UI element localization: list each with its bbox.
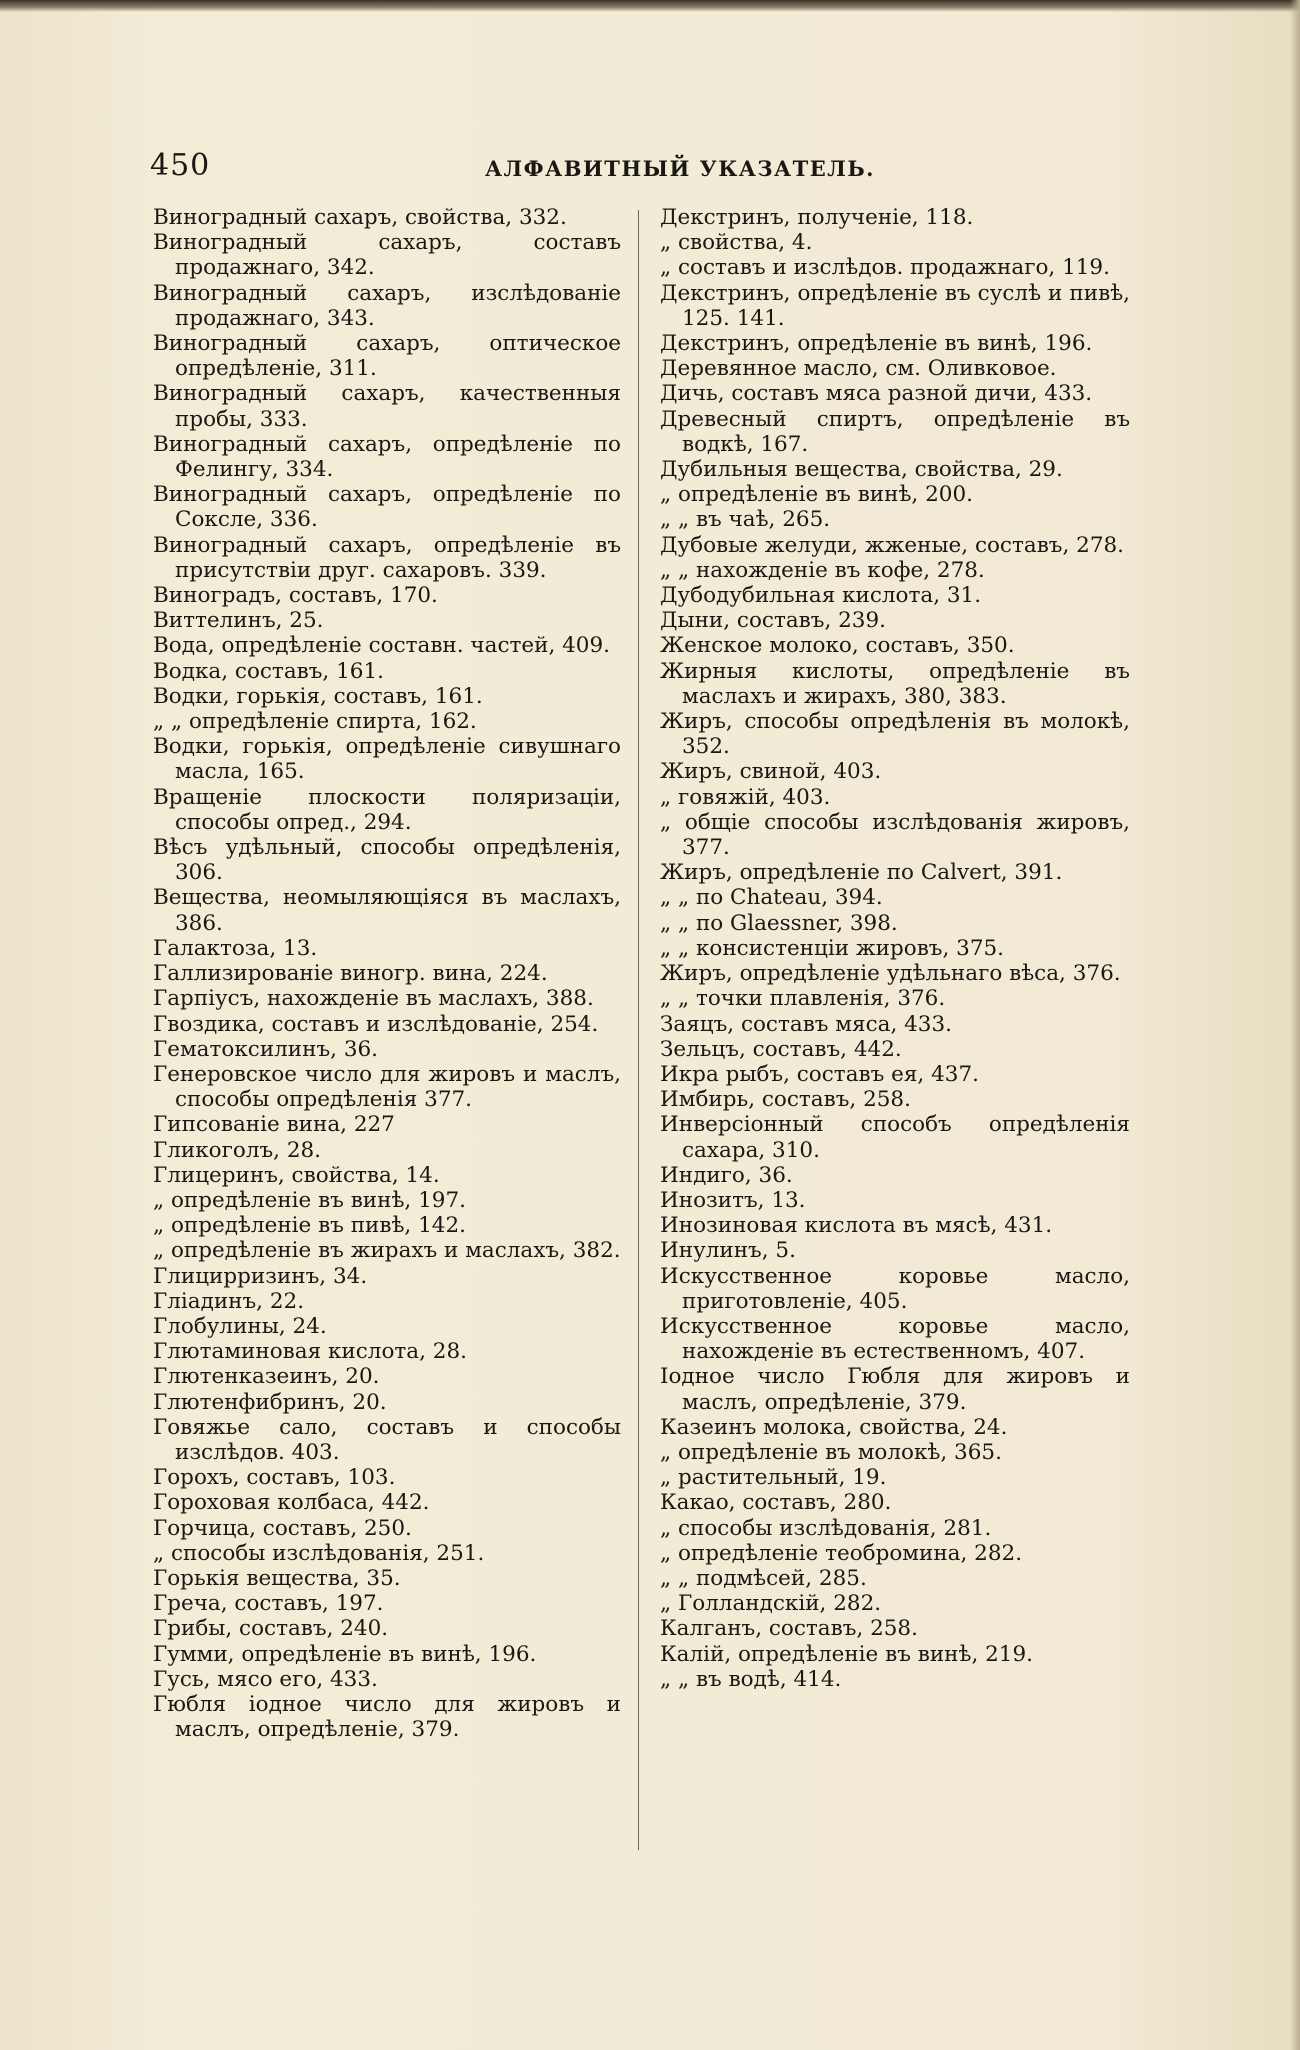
index-entry: Инверсіонный способъ опредѣленія сахара, 310. <box>660 1112 1130 1163</box>
running-title: АЛФАВИТНЫЙ УКАЗАТЕЛЬ. <box>485 156 875 181</box>
index-entry: Виноградный сахаръ, качественныя пробы, 333. <box>153 381 621 432</box>
index-entry: Гвоздика, составъ и изслѣдованіе, 254. <box>153 1011 599 1037</box>
index-entry: „ „ опредѣленіе спирта, 162. <box>153 709 477 735</box>
column-divider <box>638 210 639 1850</box>
index-entry: Виттелинъ, 25. <box>153 608 324 634</box>
index-entry: Галактоза, 13. <box>153 935 318 961</box>
index-entry: Инозитъ, 13. <box>660 1187 806 1213</box>
index-entry: Говяжье сало, составъ и способы изслѣдов. 403. <box>153 1414 621 1465</box>
index-entry: Жиръ, опредѣленіе удѣльнаго вѣса, 376. <box>660 961 1121 987</box>
index-entry: „ способы изслѣдованія, 281. <box>660 1515 992 1541</box>
index-entry: Генеровское число для жировъ и маслъ, способы опредѣленія 377. <box>153 1061 621 1113</box>
index-entry: Вещества, неомыляющіяся въ маслахъ, 386. <box>153 885 621 936</box>
index-entry: Декстринъ, полученіе, 118. <box>660 205 974 230</box>
index-entry: Гликоголъ, 28. <box>153 1137 322 1163</box>
index-entry: Глютенказеинъ, 20. <box>153 1364 380 1390</box>
index-entry: Іодное число Гюбля для жировъ и маслъ, опредѣленіе, 379. <box>660 1364 1130 1415</box>
index-entry: „ „ по Chateau, 394. <box>660 885 883 911</box>
index-entry: „ общіе способы изслѣдованія жировъ, 377. <box>660 809 1130 861</box>
index-entry: Икра рыбъ, составъ ея, 437. <box>660 1061 979 1087</box>
index-entry: Древесный спиртъ, опредѣленіе въ водкѣ, 167. <box>660 406 1130 457</box>
index-entry: Гипсованіе вина, 227 <box>153 1112 395 1138</box>
index-entry: Жирныя кислоты, опредѣленіе въ маслахъ и жирахъ, 380, 383. <box>660 658 1130 709</box>
index-entry: Гусь, мясо его, 433. <box>153 1666 378 1692</box>
index-entry: „ растительный, 19. <box>660 1465 887 1491</box>
index-entry: „ „ консистенціи жировъ, 375. <box>660 935 1005 961</box>
index-entry: „ опредѣленіе въ молокѣ, 365. <box>660 1439 1002 1465</box>
index-entry: Гюбля іодное число для жировъ и маслъ, опредѣленіе, 379. <box>153 1691 621 1743</box>
index-entry: Казеинъ молока, свойства, 24. <box>660 1414 1008 1440</box>
index-entry: Вода, опредѣленіе составн. частей, 409. <box>153 633 610 659</box>
index-entry: Виноградный сахаръ, оптическое опредѣленіе, 311. <box>153 331 621 382</box>
index-entry: „ свойства, 4. <box>660 230 813 256</box>
index-entry: Зельцъ, составъ, 442. <box>660 1036 902 1062</box>
index-entry: Жиръ, способы опредѣленія въ молокѣ, 352. <box>660 709 1130 760</box>
index-entry: „ „ подмѣсей, 285. <box>660 1565 867 1591</box>
index-entry: Водка, составъ, 161. <box>153 658 384 684</box>
index-entry: Глобулины, 24. <box>153 1313 327 1339</box>
index-entry: Жиръ, свиной, 403. <box>660 759 882 785</box>
index-entry: Греча, составъ, 197. <box>153 1591 384 1617</box>
page-header <box>150 148 1140 188</box>
index-entry: Искусственное коровье масло, приготовленіе, 405. <box>660 1263 1130 1314</box>
index-entry: Виноградный сахаръ, опредѣленіе по Фелингу, 334. <box>153 431 621 483</box>
index-entry: Горчица, составъ, 250. <box>153 1515 412 1541</box>
index-entry: Глицеринъ, свойства, 14. <box>153 1162 440 1188</box>
index-entry: Калій, опредѣленіе въ винѣ, 219. <box>660 1641 1033 1667</box>
index-entry: Инозиновая кислота въ мясѣ, 431. <box>660 1213 1053 1239</box>
index-entry: Дичь, составъ мяса разной дичи, 433. <box>660 381 1093 407</box>
index-entry: Гарпіусъ, нахожденіе въ маслахъ, 388. <box>153 986 594 1012</box>
index-entry: „ „ въ чаѣ, 265. <box>660 507 831 533</box>
index-entry: „ „ точки плавленія, 376. <box>660 986 946 1012</box>
index-entry: Женское молоко, составъ, 350. <box>660 633 1015 659</box>
index-entry: „ опредѣленіе въ пивѣ, 142. <box>153 1213 466 1239</box>
index-entry: Декстринъ, опредѣленіе въ винѣ, 196. <box>660 331 1093 357</box>
index-entry: „ говяжій, 403. <box>660 784 831 810</box>
index-entry: „ опредѣленіе въ жирахъ и маслахъ, 382. <box>153 1238 621 1264</box>
index-entry: Заяцъ, составъ мяса, 433. <box>660 1011 952 1037</box>
index-entry: Калганъ, составъ, 258. <box>660 1616 918 1642</box>
index-entry: Деревянное масло, см. Оливковое. <box>660 356 1057 382</box>
index-entry: Индиго, 36. <box>660 1162 793 1188</box>
index-entry: Гумми, опредѣленіе въ винѣ, 196. <box>153 1641 537 1667</box>
index-entry: „ Голландскій, 282. <box>660 1591 882 1617</box>
index-entry: „ опредѣленіе въ винѣ, 200. <box>660 482 973 508</box>
index-entry: Глютаминовая кислота, 28. <box>153 1339 467 1365</box>
index-entry: „ „ въ водѣ, 414. <box>660 1666 842 1692</box>
index-entry: Виноградный сахаръ, свойства, 332. <box>153 205 567 230</box>
index-entry: Виноградный сахаръ, составъ продажнаго, 342. <box>153 230 621 281</box>
index-entry: „ опредѣленіе теобромина, 282. <box>660 1540 1023 1566</box>
index-entry: „ способы изслѣдованія, 251. <box>153 1540 485 1566</box>
index-entry: Инулинъ, 5. <box>660 1238 796 1264</box>
index-entry: Жиръ, опредѣленіе по Calvert, 391. <box>660 860 1063 886</box>
index-entry: Дубовые желуди, жженые, составъ, 278. <box>660 532 1125 558</box>
index-entry: Дыни, составъ, 239. <box>660 608 886 634</box>
index-entry: Грибы, составъ, 240. <box>153 1616 389 1642</box>
index-entry: Виноградный сахаръ, изслѣдованіе продажнаго, 343. <box>153 280 621 331</box>
scan-top-edge <box>0 0 1300 12</box>
index-entry: Горохъ, составъ, 103. <box>153 1465 396 1491</box>
index-entry: Гороховая колбаса, 442. <box>153 1490 430 1516</box>
index-entry: „ составъ и изслѣдов. продажнаго, 119. <box>660 255 1110 281</box>
index-entry: Водки, горькія, опредѣленіе сивушнаго масла, 165. <box>153 734 621 785</box>
index-entry: Декстринъ, опредѣленіе въ суслѣ и пивѣ, 125. 141. <box>660 280 1130 331</box>
index-entry: Имбирь, составъ, 258. <box>660 1087 911 1113</box>
index-entry: Дубильныя вещества, свойства, 29. <box>660 457 1063 483</box>
index-column-left <box>153 205 621 1742</box>
index-entry: „ „ нахожденіе въ кофе, 278. <box>660 557 985 583</box>
index-entry: Гематоксилинъ, 36. <box>153 1036 379 1062</box>
index-entry: Виноградъ, составъ, 170. <box>153 583 438 609</box>
index-entry: Глютенфибринъ, 20. <box>153 1389 387 1415</box>
index-entry: Водки, горькія, составъ, 161. <box>153 683 483 709</box>
index-entry: „ опредѣленіе въ винѣ, 197. <box>153 1187 466 1213</box>
index-entry: Вѣсъ удѣльный, способы опредѣленія, 306. <box>153 835 621 886</box>
index-entry: „ „ по Glaessner, 398. <box>660 910 898 936</box>
index-entry: Вращеніе плоскости поляризаціи, способы опред., 294. <box>153 784 621 835</box>
index-entry: Горькія вещества, 35. <box>153 1565 401 1591</box>
index-entry: Виноградный сахаръ, опредѣленіе по Сокслe, 336. <box>153 482 621 533</box>
index-entry: Галлизированіе виногр. вина, 224. <box>153 961 548 987</box>
index-entry: Искусственное коровье масло, нахожденіе въ естественномъ, 407. <box>660 1313 1130 1365</box>
page-number: 450 <box>150 148 211 183</box>
index-column-right <box>660 205 1130 1692</box>
index-entry: Дубодубильная кислота, 31. <box>660 583 982 609</box>
scan-right-shadow <box>1290 0 1300 2050</box>
index-entry: Гліадинъ, 22. <box>153 1288 305 1314</box>
index-entry: Глицирризинъ, 34. <box>153 1263 368 1289</box>
index-entry: Виноградный сахаръ, опредѣленіе въ присутствіи друг. сахаровъ. 339. <box>153 532 621 583</box>
index-entry: Какао, составъ, 280. <box>660 1490 892 1516</box>
